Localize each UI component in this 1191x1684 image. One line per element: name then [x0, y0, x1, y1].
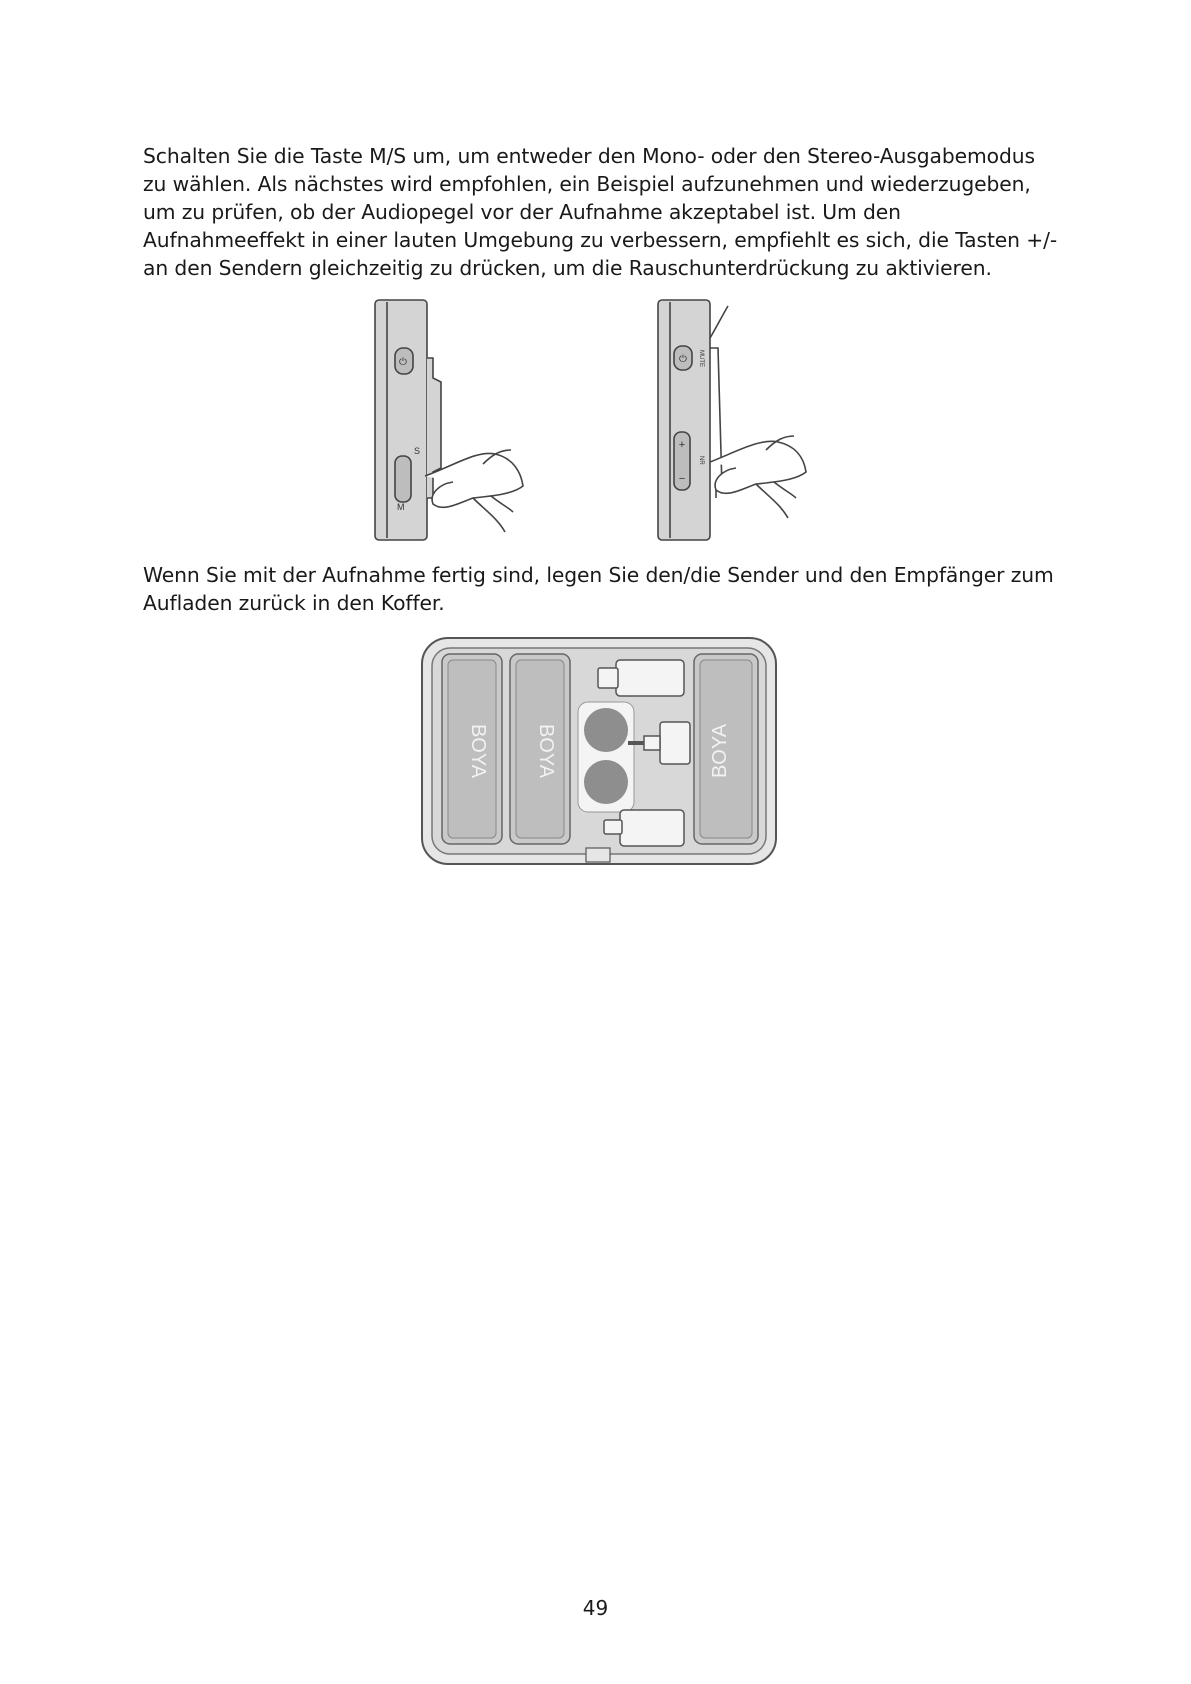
- svg-text:⏻: ⏻: [399, 357, 407, 368]
- case-brand-receiver: BOYA: [709, 723, 731, 779]
- text-line: an den Sendern gleichzeitig zu drücken, um die Rauschunterdrückung zu aktivieren.: [143, 256, 992, 280]
- text-line: um zu prüfen, ob der Audiopegel vor der Aufnahme akzeptabel ist. Um den: [143, 200, 901, 224]
- case-brand-left: BOYA: [467, 723, 489, 779]
- text-line: Wenn Sie mit der Aufnahme fertig sind, legen Sie den/die Sender und den Empfänger zum: [143, 563, 1054, 587]
- svg-text:+: +: [678, 439, 686, 451]
- transmitter-nr-buttons-illustration: [656, 298, 816, 544]
- nr-label: NR: [698, 456, 704, 465]
- text-line: Aufnahmeeffekt in einer lauten Umgebung zu verbessern, empfiehlt es sich, die Tasten +/-: [143, 228, 1058, 252]
- text-line: zu wählen. Als nächstes wird empfohlen, ein Beispiel aufzunehmen und wiederzugeben,: [143, 172, 1031, 196]
- paragraph-ms-switch: [143, 142, 1073, 282]
- text-line: Aufladen zurück in den Koffer.: [143, 591, 445, 615]
- stereo-label: S: [414, 446, 421, 456]
- receiver-ms-switch-illustration: [373, 298, 538, 544]
- svg-text:−: −: [678, 473, 686, 485]
- paragraph-return-to-case: [143, 561, 1073, 617]
- mute-label: MUTE: [698, 350, 704, 367]
- page-number: 49: [582, 1596, 609, 1620]
- case-brand-middle: BOYA: [535, 723, 557, 779]
- mono-label: M: [397, 502, 405, 512]
- svg-text:⏻: ⏻: [679, 354, 687, 365]
- text-line: Schalten Sie die Taste M/S um, um entweder den Mono- oder den Stereo-Ausgabemodus: [143, 144, 1035, 168]
- charging-case-illustration: [420, 636, 778, 868]
